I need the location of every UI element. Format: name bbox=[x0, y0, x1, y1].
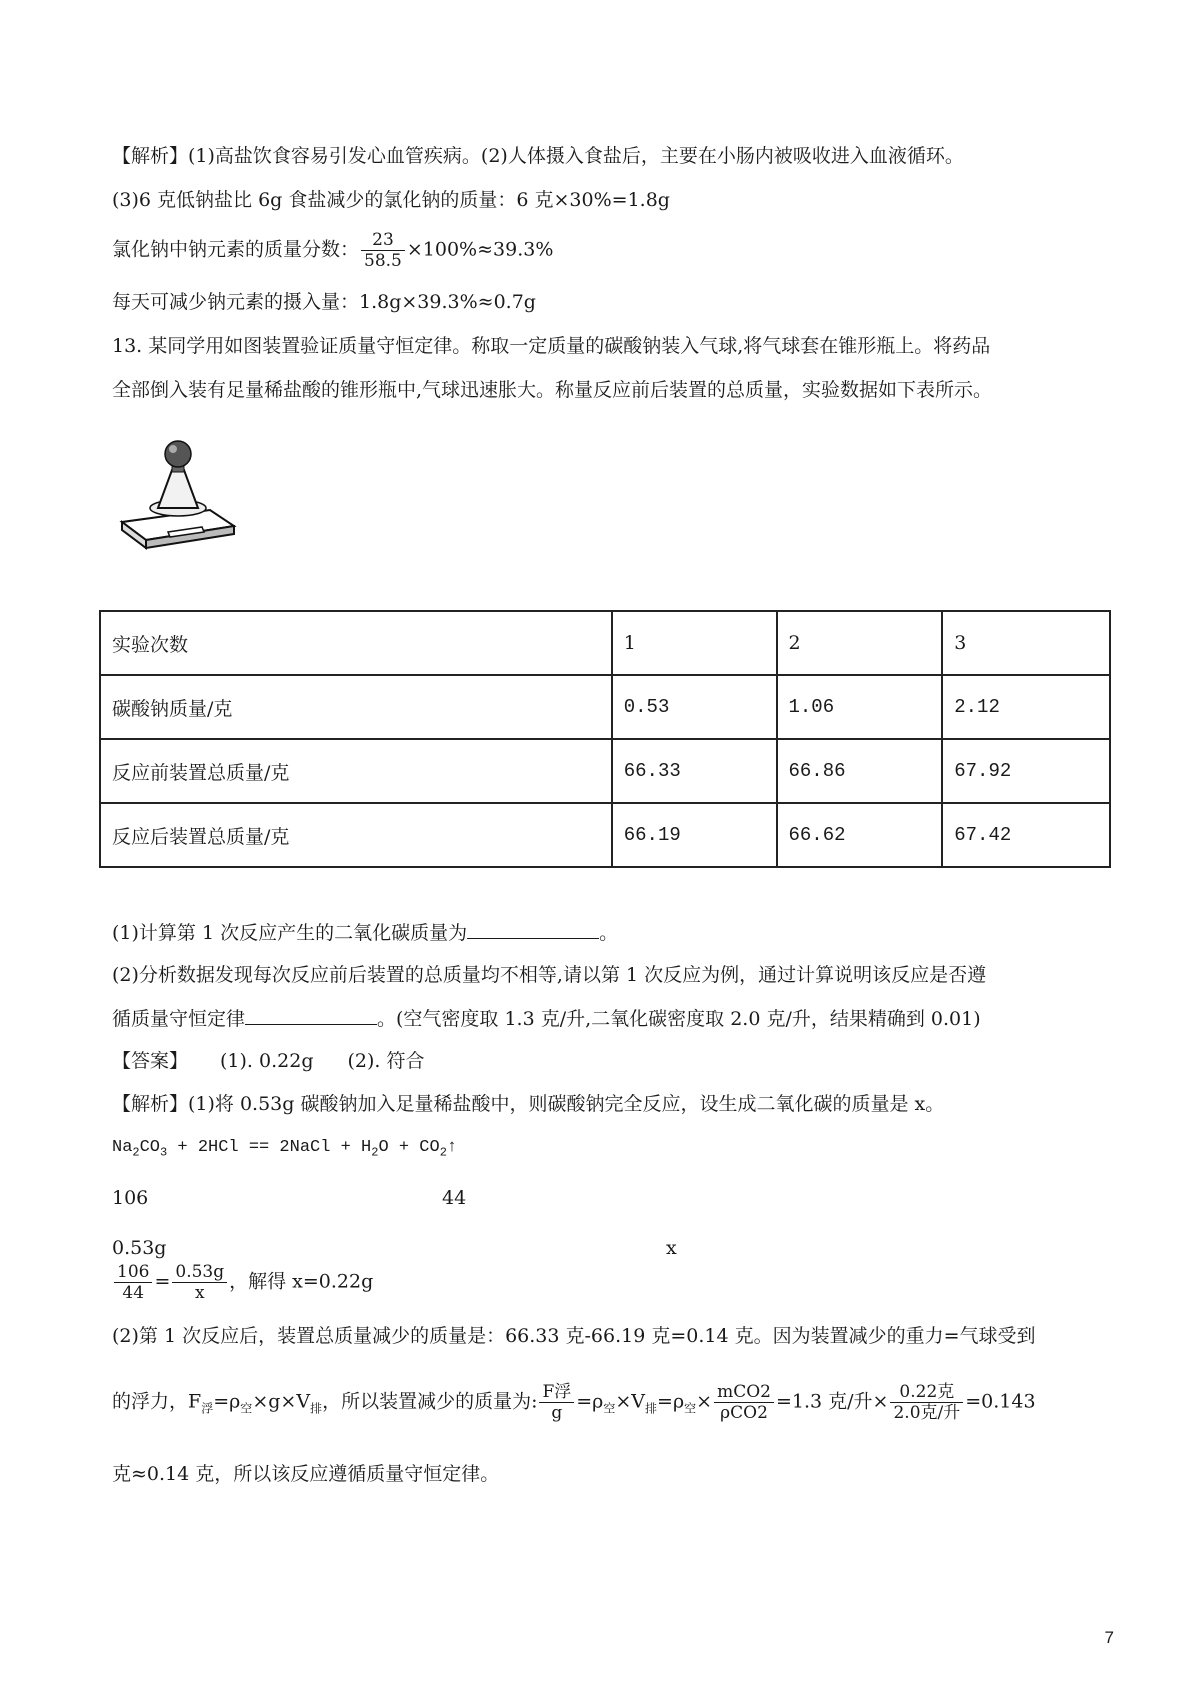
answer-line bbox=[112, 1049, 424, 1073]
table-cell: 67.42 bbox=[942, 803, 1110, 867]
page-number: 7 bbox=[1104, 1628, 1114, 1647]
analysis-para-4: 每天可减少钠元素的摄入量：1.8g×39.3%≈0.7g bbox=[112, 291, 536, 313]
fraction-mass-over-density: $\frac{\text{mCO2}}{\text{ρCO2}}$ bbox=[714, 1382, 774, 1423]
table-cell: 67.92 bbox=[942, 739, 1110, 803]
table-cell: 66.86 bbox=[777, 739, 943, 803]
analysis-line-1: 【解析】(1)将 0.53g 碳酸钠加入足量稀盐酸中，则碳酸钠完全反应，设生成二氧化碳的质量是 x。 bbox=[112, 1093, 945, 1115]
balance-apparatus-illustration bbox=[118, 440, 238, 558]
fraction-0-22-over-2-0: $\frac{\text{0.22克}}{\text{2.0克/升}}$ bbox=[890, 1382, 963, 1423]
table-cell: 3 bbox=[942, 611, 1110, 675]
table-cell: 2 bbox=[777, 611, 943, 675]
table-cell: 66.19 bbox=[612, 803, 777, 867]
experiment-data-table bbox=[99, 610, 1111, 868]
analysis-para-2: (3)6 克低钠盐比 6g 食盐减少的氯化钠的质量：6 克×30%=1.8g bbox=[112, 189, 670, 211]
given-mass: 0.53g bbox=[112, 1237, 167, 1259]
para3-prefix: 氯化钠中钠元素的质量分数： bbox=[112, 238, 360, 261]
table-cell: 66.62 bbox=[777, 803, 943, 867]
question-13-line-2: 全部倒入装有足量稀盐酸的锥形瓶中,气球迅速胀大。称量反应前后装置的总质量，实验数据如下表所示。 bbox=[112, 379, 993, 401]
para3-suffix: ×100%≈39.3% bbox=[406, 238, 554, 261]
answer-blank bbox=[467, 920, 599, 939]
fraction-mass-over-x: $\frac{0.53g}{x}$ bbox=[172, 1262, 227, 1303]
table-cell: 反应后装置总质量/克 bbox=[100, 803, 612, 867]
sub-question-2-line-2: 循质量守恒定律 。(空气密度取 1.3 克/升,二氧化碳密度取 2.0 克/升，结果精确到 0.01) bbox=[112, 1008, 981, 1030]
table-cell: 实验次数 bbox=[100, 611, 612, 675]
table-cell: 1 bbox=[612, 611, 777, 675]
unknown-x: x bbox=[666, 1237, 677, 1259]
table-cell: 碳酸钠质量/克 bbox=[100, 675, 612, 739]
table-cell: 0.53 bbox=[612, 675, 777, 739]
table-row bbox=[100, 803, 1110, 867]
answer-1: (1). 0.22g bbox=[220, 1050, 314, 1072]
question-13-line-1: 13. 某同学用如图装置验证质量守恒定律。称取一定质量的碳酸钠装入气球,将气球套在锥形瓶上。将药品 bbox=[112, 335, 991, 357]
analysis-2-line-1: (2)第 1 次反应后，装置总质量减少的质量是：66.33 克-66.19 克=0.14 克。因为装置减少的重力=气球受到 bbox=[112, 1325, 1036, 1347]
analysis-2-line-3: 克≈0.14 克，所以该反应遵循质量守恒定律。 bbox=[112, 1463, 500, 1485]
table-cell: 1.06 bbox=[777, 675, 943, 739]
fraction-23-over-58-5: $\frac{23}{58.5}$ bbox=[361, 230, 405, 271]
analysis-2-line-2: 的浮力，$F_浮=\rho_空\times g\times V_排$，所以装置减少的质量为: $\frac{\text{F浮}}{g}$ $=\rho_空\times V_排=\rho_空\times$ $\frac{\text{mCO2}}{\text{ρCO2}}$ =1.3 克/升× $\frac{\text{0.22克}}{\text{2.0克/升}}$ =0.143 bbox=[112, 1382, 1036, 1423]
table-cell: 2.12 bbox=[942, 675, 1110, 739]
table-row bbox=[100, 611, 1110, 675]
molar-mass-44: 44 bbox=[442, 1187, 467, 1209]
fraction-106-over-44: $\frac{106}{44}$ bbox=[114, 1262, 152, 1303]
ratio-equation: $\frac{106}{44}$ = $\frac{0.53g}{x}$ ，解得 x=0.22g bbox=[112, 1262, 373, 1303]
table-cell: 66.33 bbox=[612, 739, 777, 803]
sub-question-1: (1)计算第 1 次反应产生的二氧化碳质量为 。 bbox=[112, 922, 619, 944]
fraction-buoyancy-over-g: $\frac{\text{F浮}}{g}$ bbox=[539, 1382, 574, 1423]
sub-question-2-line-1: (2)分析数据发现每次反应前后装置的总质量均不相等,请以第 1 次反应为例，通过计算说明该反应是否遵 bbox=[112, 964, 987, 986]
answer-blank bbox=[245, 1006, 377, 1025]
molar-mass-106: 106 bbox=[112, 1187, 149, 1209]
analysis-para-1: 【解析】(1)高盐饮食容易引发心血管疾病。(2)人体摄入食盐后，主要在小肠内被吸收进入血液循环。 bbox=[112, 145, 964, 167]
table-row bbox=[100, 675, 1110, 739]
chemical-equation: $Na_2CO_3 + 2HCl$ == 2NaCl + $H_2O$ + $CO_2↑$ bbox=[112, 1138, 458, 1160]
answer-label: 【答案】 bbox=[112, 1050, 189, 1072]
analysis-para-3 bbox=[112, 230, 553, 271]
table-cell: 反应前装置总质量/克 bbox=[100, 739, 612, 803]
table-row bbox=[100, 739, 1110, 803]
answer-2: (2). 符合 bbox=[347, 1050, 425, 1072]
